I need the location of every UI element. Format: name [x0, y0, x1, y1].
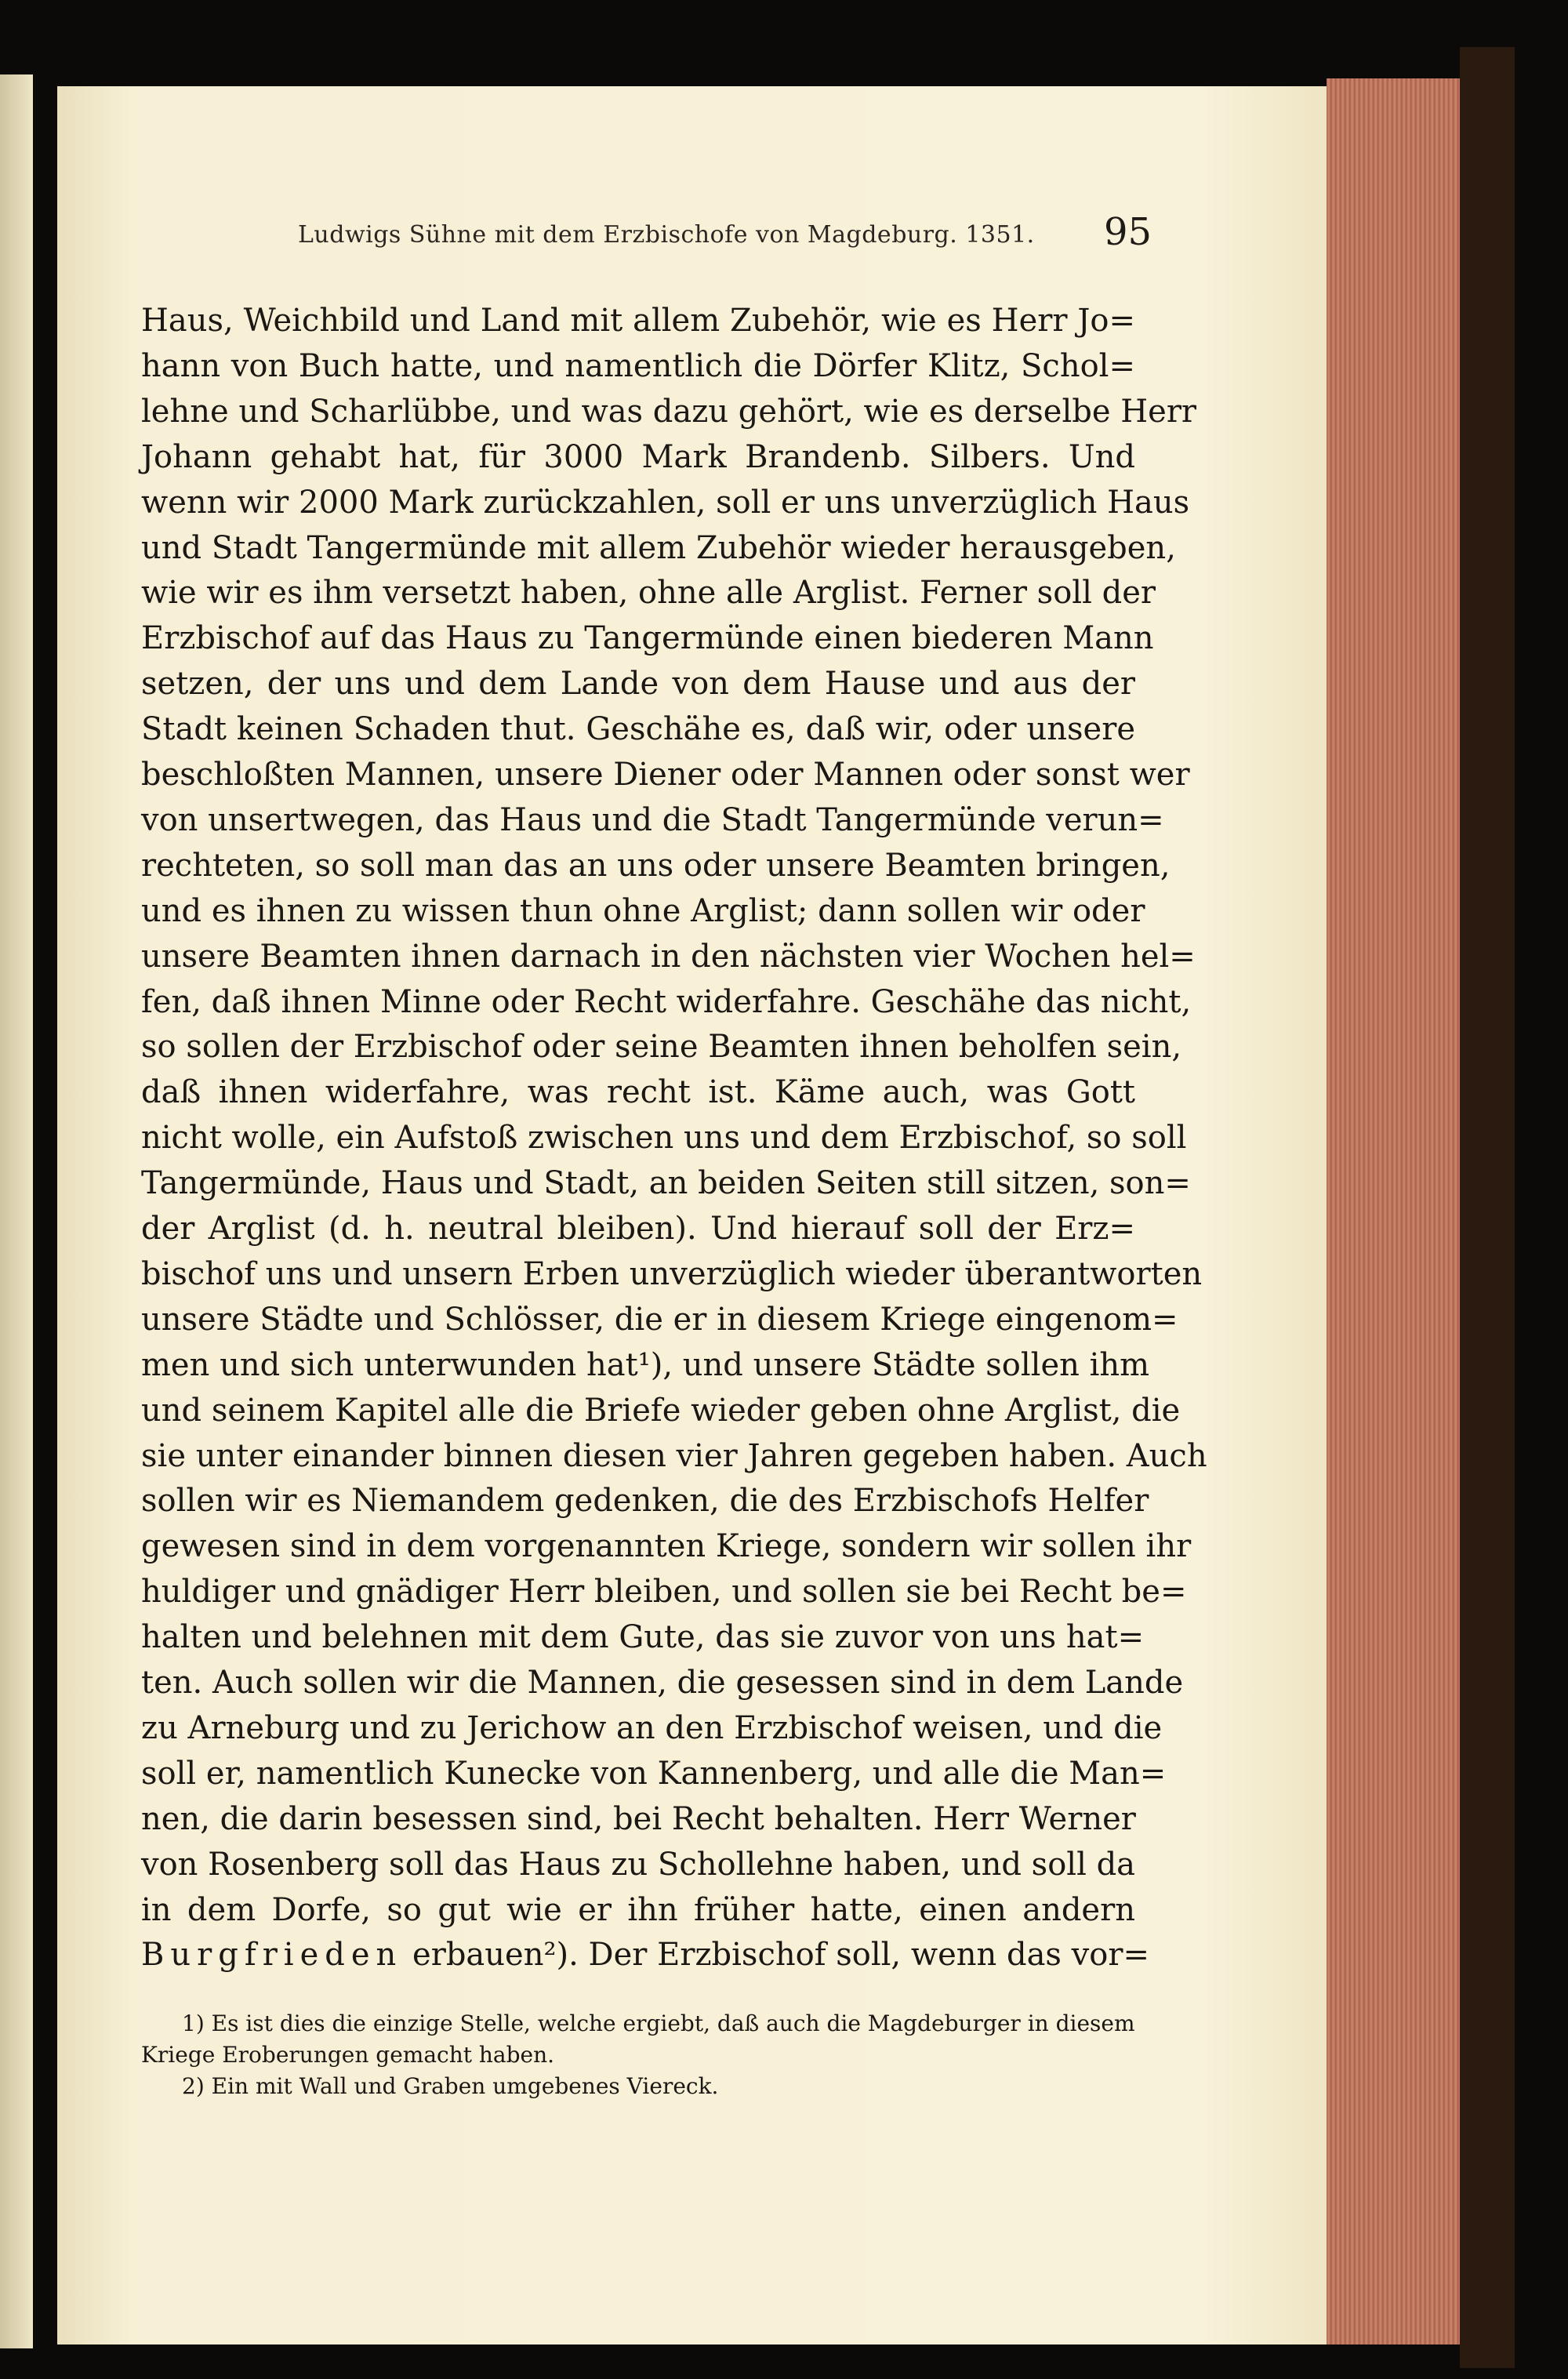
line-rest: erbauen²). Der Erzbischof soll, wenn das vor=: [412, 1937, 1149, 1974]
body-line: [141, 1932, 1149, 1978]
body-line: in dem Dorfe, so gut wie er ihn früher hatte, einen andern: [141, 1891, 1135, 1928]
body-line: der Arglist (d. h. neutral bleiben). Und hierauf soll der Erz=: [141, 1211, 1135, 1247]
body-line: und Stadt Tangermünde mit allem Zubehör wieder herausgeben,: [141, 529, 1176, 566]
body-line: halten und belehnen mit dem Gute, das sie zuvor von uns hat=: [141, 1619, 1145, 1656]
page-edges-red: [1327, 78, 1460, 2344]
body-line: nen, die darin besessen sind, bei Recht behalten. Herr Werner: [141, 1800, 1136, 1837]
footnote-1-cont: Kriege Eroberungen gemacht haben.: [141, 2042, 555, 2068]
body-line: nicht wolle, ein Aufstoß zwischen uns und dem Erzbischof, so soll: [141, 1120, 1187, 1157]
body-line: sollen wir es Niemandem gedenken, die des Erzbischofs Helfer: [141, 1483, 1149, 1520]
body-line: Haus, Weichbild und Land mit allem Zubehör, wie es Herr Jo=: [141, 303, 1135, 339]
body-line: hann von Buch hatte, und namentlich die Dörfer Klitz, Schol=: [141, 347, 1135, 384]
body-line: Tangermünde, Haus und Stadt, an beiden Seiten still sitzen, son=: [141, 1165, 1191, 1202]
footnote-2: 2) Ein mit Wall und Graben umgebenes Viereck.: [182, 2073, 719, 2099]
body-line: gewesen sind in dem vorgenannten Kriege, sondern wir sollen ihr: [141, 1528, 1192, 1565]
facing-page-edge: [0, 74, 33, 2348]
body-line: von Rosenberg soll das Haus zu Schollehne haben, und soll da: [141, 1846, 1136, 1883]
body-line: soll er, namentlich Kunecke von Kannenberg, und alle die Man=: [141, 1755, 1167, 1792]
body-line: Johann gehabt hat, für 3000 Mark Brandenb. Silbers. Und: [141, 438, 1135, 475]
body-line: ten. Auch sollen wir die Mannen, die gesessen sind in dem Lande: [141, 1665, 1184, 1701]
book-cover: [1460, 47, 1515, 2368]
body-line: Erzbischof auf das Haus zu Tangermünde einen biederen Mann: [141, 620, 1154, 657]
body-line: zu Arneburg und zu Jerichow an den Erzbischof weisen, und die: [141, 1709, 1163, 1746]
body-line: wenn wir 2000 Mark zurückzahlen, soll er uns unverzüglich Haus: [141, 484, 1190, 521]
page-number: 95: [1104, 210, 1152, 254]
body-line: rechteten, so soll man das an uns oder unsere Beamten bringen,: [141, 847, 1171, 884]
body-line: von unsertwegen, das Haus und die Stadt Tangermünde verun=: [141, 801, 1164, 838]
running-title: Ludwigs Sühne mit dem Erzbischofe von Magdeburg. 1351.: [298, 221, 1035, 249]
body-line: und seinem Kapitel alle die Briefe wieder geben ohne Arglist, die: [141, 1392, 1181, 1429]
body-line: bischof uns und unsern Erben unverzüglich wieder überantworten: [141, 1255, 1203, 1292]
footnote-1: 1) Es ist dies die einzige Stelle, welche ergiebt, daß auch die Magdeburger in diesem: [182, 2010, 1135, 2036]
body-line: beschloßten Mannen, unsere Diener oder Mannen oder sonst wer: [141, 757, 1190, 793]
body-line: unsere Städte und Schlösser, die er in diesem Kriege eingenom=: [141, 1301, 1178, 1338]
body-line: unsere Beamten ihnen darnach in den nächsten vier Wochen hel=: [141, 938, 1196, 975]
body-line: so sollen der Erzbischof oder seine Beamten ihnen beholfen sein,: [141, 1029, 1182, 1066]
body-line: Stadt keinen Schaden thut. Geschähe es, daß wir, oder unsere: [141, 711, 1135, 748]
body-line: sie unter einander binnen diesen vier Jahren gegeben haben. Auch: [141, 1437, 1207, 1474]
body-line: setzen, der uns und dem Lande von dem Hause und aus der: [141, 666, 1135, 703]
body-line: huldiger und gnädiger Herr bleiben, und sollen sie bei Recht be=: [141, 1574, 1187, 1611]
body-line: lehne und Scharlübbe, und was dazu gehört, wie es derselbe Herr: [141, 393, 1197, 430]
body-line: und es ihnen zu wissen thun ohne Arglist; dann sollen wir oder: [141, 892, 1145, 929]
body-line: wie wir es ihm versetzt haben, ohne alle Arglist. Ferner soll der: [141, 575, 1156, 612]
body-line: men und sich unterwunden hat¹), und unsere Städte sollen ihm: [141, 1346, 1150, 1383]
body-line: fen, daß ihnen Minne oder Recht widerfahre. Geschähe das nicht,: [141, 983, 1192, 1020]
spaced-word: Burgfrieden: [141, 1937, 403, 1974]
body-line: daß ihnen widerfahre, was recht ist. Käme auch, was Gott: [141, 1074, 1135, 1111]
